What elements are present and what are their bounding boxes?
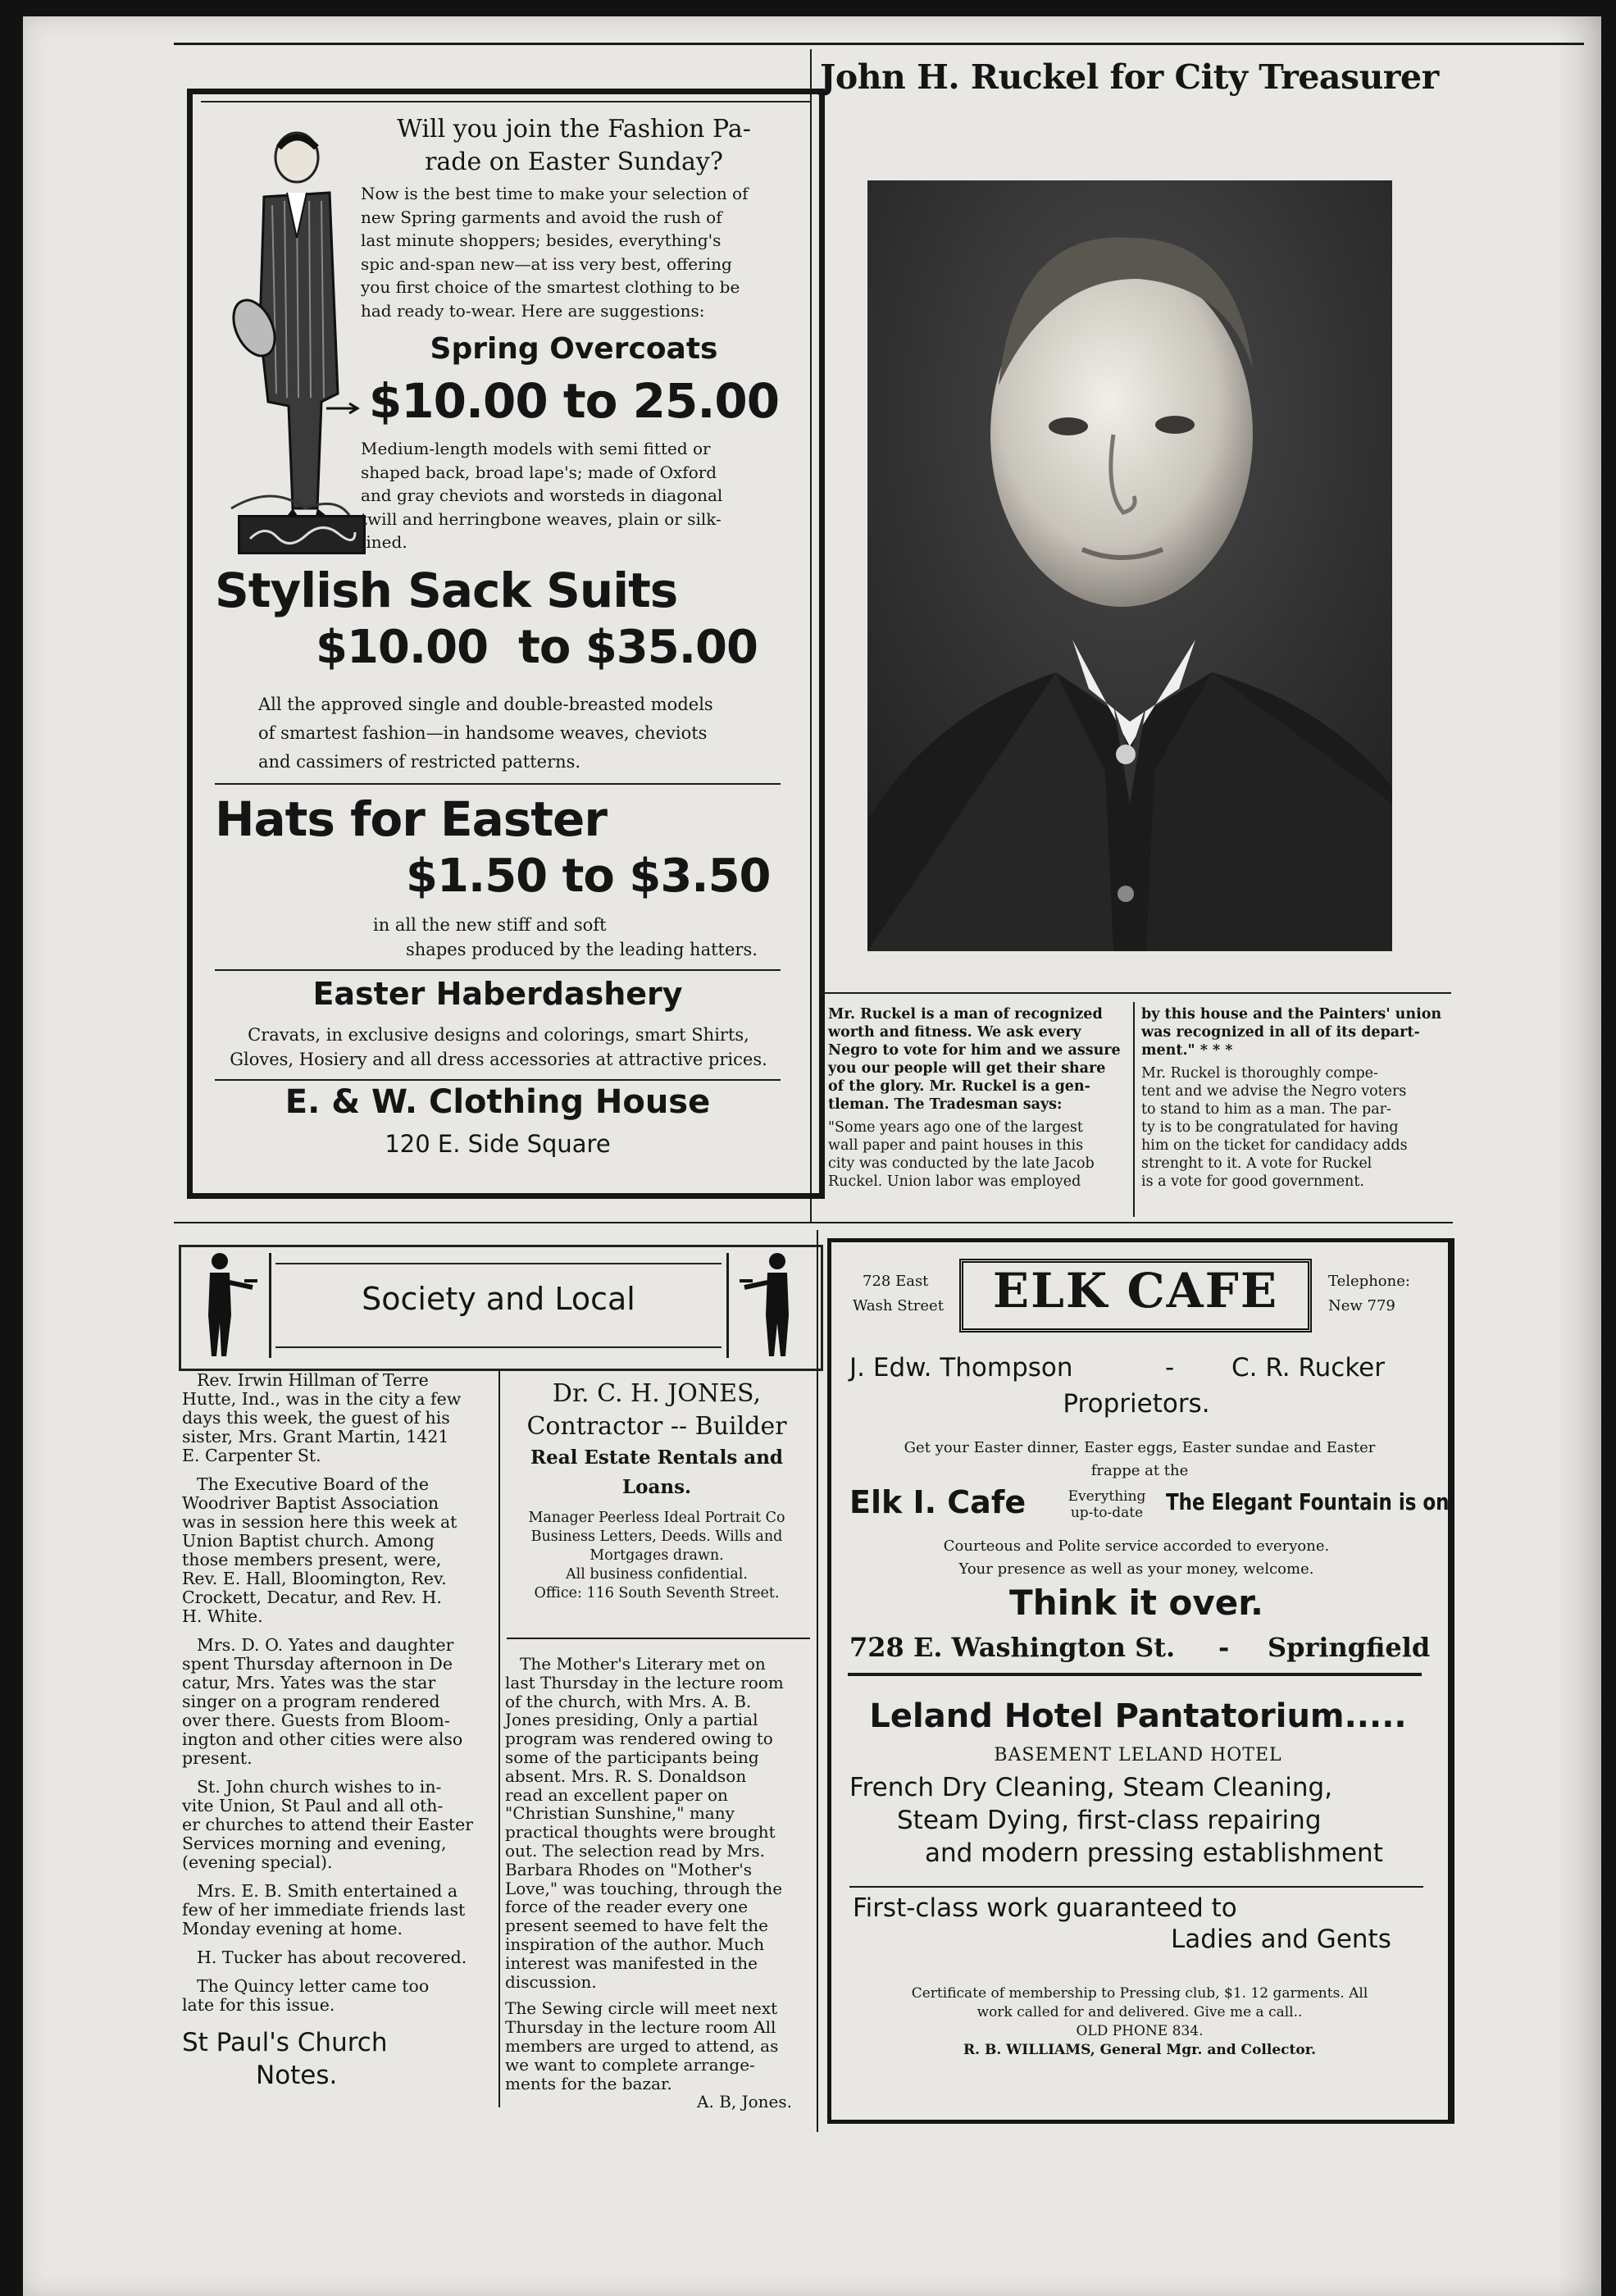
elk-proprietors-line [849, 1353, 1423, 1386]
ruckel-col2b-line: to stand to him as a man. The par- [1141, 1101, 1391, 1118]
ruckel-col2-line: was recognized in all of its depart- [1141, 1024, 1420, 1041]
suits-desc [258, 690, 783, 777]
literary-line: present seemed to have felt the [505, 1916, 768, 1936]
society-line: present. [182, 1748, 253, 1768]
society-item [182, 1882, 492, 1938]
literary-line: some of the participants being [505, 1747, 759, 1767]
leland-certificate [844, 1984, 1435, 2060]
elk-bottom-dash: - [1218, 1632, 1230, 1663]
society-line: (evening special). [182, 1852, 333, 1872]
literary-line: "Christian Sunshine," many [505, 1803, 735, 1824]
overcoats-desc [361, 437, 787, 554]
society-line: H. Tucker has about recovered. [197, 1947, 467, 1967]
society-line: spent Thursday afternoon in De [182, 1654, 453, 1674]
society-line: days this week, the guest of his [182, 1408, 450, 1428]
jones-ad [502, 1378, 812, 1603]
haberdashery-title: Easter Haberdashery [312, 976, 683, 1012]
jones-details [502, 1509, 812, 1603]
society-item [182, 1948, 492, 1967]
society-line: Woodriver Baptist Association [182, 1493, 439, 1513]
jones-subtitle-line: Loans. [621, 1476, 692, 1498]
fashion-headline-line1: Will you join the Fashion Pa- [397, 115, 751, 144]
waiter-figure-icon [193, 1250, 259, 1361]
ruckel-col2b-line: him on the ticket for candidacy adds [1141, 1137, 1408, 1154]
elk-divider [848, 1673, 1422, 1676]
society-column [182, 1371, 492, 2092]
elk-column-divider [817, 1230, 818, 2132]
elk-title: ELK CAFE [992, 1263, 1279, 1319]
literary-line: practical thoughts were brought [505, 1822, 776, 1843]
sewing-signature: A. B, Jones. [697, 2092, 792, 2112]
society-line: sister, Mrs. Grant Martin, 1421 [182, 1427, 449, 1446]
society-line: over there. Guests from Bloom- [182, 1711, 450, 1730]
intro-line: you first choice of the smartest clothing to be [361, 277, 740, 297]
literary-line: Barbara Rhodes on "Mother's [505, 1859, 753, 1879]
proprietor-thompson: J. Edw. Thompson [849, 1353, 1073, 1383]
society-line: Services morning and evening, [182, 1834, 447, 1853]
society-line: The Quincy letter came too [197, 1976, 430, 1996]
leland-guarantee-line: First-class work guaranteed to [853, 1893, 1237, 1923]
elk-easter-line: Get your Easter dinner, Easter eggs, Easter sundae and Easter [904, 1439, 1376, 1456]
hats-desc [373, 913, 791, 962]
overcoat-line: Medium-length models with semi fitted or [361, 439, 711, 458]
elk-courteous-line: Your presence as well as your money, welcome. [958, 1560, 1314, 1578]
jones-detail-line: Manager Peerless Ideal Portrait Co [528, 1510, 785, 1526]
elk-bottom-street: 728 E. Washington St. [849, 1632, 1176, 1663]
jones-divider [507, 1638, 810, 1639]
literary-line: interest was manifested in the [505, 1952, 758, 1973]
elk-think: Think it over. [1009, 1583, 1263, 1623]
fashion-divider-2 [215, 969, 781, 971]
intro-line: had ready to-wear. Here are suggestions: [361, 300, 705, 321]
society-line: Crockett, Decatur, and Rev. H. [182, 1588, 442, 1607]
ruckel-col2b-line: tent and we advise the Negro voters [1141, 1083, 1407, 1100]
leland-divider [849, 1886, 1423, 1888]
overcoat-line: shaped back, broad lape's; made of Oxford [361, 462, 717, 482]
elk-easter-line: frappe at the [1090, 1462, 1189, 1479]
ruckel-col2b-line: ty is to be congratulated for having [1141, 1119, 1399, 1136]
society-line: H. White. [182, 1606, 263, 1626]
suits-line: All the approved single and double-breasted models [258, 695, 713, 714]
hats-title: Hats for Easter [215, 791, 607, 847]
elk-address-left [853, 1269, 958, 1319]
fashion-intro [361, 182, 787, 322]
ruckel-col-2 [1141, 1005, 1451, 1191]
proprietor-rucker: C. R. Rucker [1231, 1353, 1385, 1383]
society-line: Mrs. D. O. Yates and daughter [197, 1635, 454, 1655]
ruckel-col2-line: ment." * * * [1141, 1042, 1233, 1059]
elk-phone-line: Telephone: [1328, 1273, 1410, 1290]
society-line: late for this issue. [182, 1995, 335, 2015]
ruckel-quote-line: wall paper and paint houses in this [828, 1137, 1084, 1154]
society-column-divider [498, 1369, 500, 2107]
society-line: Rev. E. Hall, Bloomington, Rev. [182, 1569, 447, 1588]
church-notes-line: Notes. [256, 2061, 338, 2090]
leland-cert-line: Certificate of membership to Pressing club, $1. 12 garments. All [911, 1985, 1368, 2002]
hats-line: shapes produced by the leading hatters. [406, 940, 758, 959]
society-line: Monday evening at home. [182, 1919, 403, 1938]
suits-price: $10.00 to $35.00 [316, 621, 758, 674]
ruckel-col-1 [828, 1005, 1130, 1191]
society-line: Union Baptist church. Among [182, 1531, 435, 1551]
leland-cert-line: work called for and delivered. Give me a call.. [976, 2004, 1303, 2020]
literary-line: Love," was touching, through the [505, 1878, 783, 1898]
leland-service-line: and modern pressing establishment [925, 1838, 1383, 1868]
ruckel-col1-line: you our people will get their share [828, 1060, 1106, 1077]
leland-cert-line: OLD PHONE 834. [1076, 2023, 1204, 2039]
society-title: Society and Local [362, 1281, 635, 1317]
suits-line: and cassimers of restricted patterns. [258, 752, 581, 772]
society-line: vite Union, St Paul and all oth- [182, 1796, 444, 1815]
suits-line: of smartest fashion—in handsome weaves, cheviots [258, 723, 708, 743]
literary-line: last Thursday in the lecture room [505, 1672, 784, 1692]
sewing-line: Thursday in the lecture room All [505, 2017, 776, 2038]
elk-address-line: Wash Street [853, 1297, 944, 1314]
hats-price: $1.50 to $3.50 [406, 850, 771, 903]
society-line: E. Carpenter St. [182, 1446, 321, 1465]
literary-line: read an excellent paper on [505, 1784, 728, 1805]
mid-page-rule [174, 1222, 1453, 1223]
elk-everything-line: Everything [1067, 1488, 1146, 1505]
literary-line: of the church, with Mrs. A. B. [505, 1691, 752, 1711]
intro-line: new Spring garments and avoid the rush of [361, 207, 722, 227]
haberdashery-desc [212, 1023, 785, 1072]
literary-line: force of the reader every one [505, 1897, 749, 1917]
top-rule [174, 43, 1584, 45]
literary-line: discussion. [505, 1971, 597, 1992]
jones-subtitle [502, 1443, 812, 1502]
elk-address-line: 728 East [863, 1273, 929, 1290]
jones-detail-line: Mortgages drawn. [589, 1547, 724, 1564]
elk-courteous [849, 1535, 1423, 1581]
leland-guarantee-line: Ladies and Gents [1171, 1925, 1391, 1954]
ruckel-col2b-line: is a vote for good government. [1141, 1173, 1364, 1190]
elk-proprietors: Proprietors. [1063, 1389, 1210, 1419]
society-line: er churches to attend their Easter [182, 1815, 474, 1834]
society-line: singer on a program rendered [182, 1692, 440, 1711]
elk-everything-line: up-to-date [1070, 1505, 1144, 1521]
suits-title: Stylish Sack Suits [215, 563, 678, 618]
society-inner-right [726, 1253, 729, 1358]
society-line: catur, Mrs. Yates was the star [182, 1673, 436, 1692]
portrait-bottom-rule [820, 992, 1451, 994]
leland-service-line: French Dry Cleaning, Steam Cleaning, [849, 1773, 1333, 1802]
overcoats-price: $10.00 to 25.00 [368, 373, 780, 429]
fashion-divider-3 [215, 1079, 781, 1081]
overcoats-title: Spring Overcoats [430, 332, 718, 366]
ruckel-col2-line: by this house and the Painters' union [1141, 1006, 1442, 1023]
literary-column [505, 1655, 808, 2112]
waiter-figure-icon [738, 1250, 803, 1361]
fashion-headline [361, 113, 787, 179]
sewing-line: we want to complete arrange- [505, 2054, 755, 2075]
society-item [182, 1475, 492, 1626]
leland-basement: BASEMENT LELAND HOTEL [994, 1745, 1282, 1765]
ruckel-col1-line: worth and fitness. We ask every [828, 1024, 1081, 1041]
jones-detail-line: Office: 116 South Seventh Street. [534, 1585, 780, 1601]
literary-line: Jones presiding, Only a partial [505, 1710, 758, 1730]
intro-line: last minute shoppers; besides, everything's [361, 230, 722, 250]
ruckel-col2b-line: Mr. Ruckel is thoroughly compe- [1141, 1065, 1378, 1082]
store-name: E. & W. Clothing House [285, 1083, 711, 1121]
elk-phone-line: New 779 [1328, 1297, 1395, 1314]
society-line: was in session here this week at [182, 1512, 457, 1532]
society-item [182, 1636, 492, 1768]
society-item [182, 1778, 492, 1872]
church-notes-line: St Paul's Church [182, 2028, 388, 2057]
leland-guarantee [853, 1893, 1443, 1955]
sewing-line: ments for the bazar. [505, 2073, 672, 2093]
intro-line: spic and-span new—at iss very best, offering [361, 253, 732, 274]
leland-services [849, 1771, 1440, 1870]
leland-service-line: Steam Dying, first-class repairing [897, 1806, 1322, 1835]
ruckel-col1-line: tleman. The Tradesman says: [828, 1096, 1063, 1113]
ruckel-column-divider [1133, 1002, 1135, 1217]
fashion-divider-1 [215, 783, 781, 785]
ruckel-col1-line: Mr. Ruckel is a man of recognized [828, 1006, 1103, 1023]
overcoat-line: and gray cheviots and worsteds in diagonal [361, 485, 723, 505]
page-shadow [1556, 16, 1601, 2296]
leland-cert-line: R. B. WILLIAMS, General Mgr. and Collector. [963, 2042, 1317, 2058]
society-item [182, 1977, 492, 2015]
ruckel-col1-line: of the glory. Mr. Ruckel is a gen- [828, 1078, 1090, 1095]
haberdashery-line: Cravats, in exclusive designs and colorings, smart Shirts, [248, 1025, 749, 1045]
fashion-headline-line2: rade on Easter Sunday? [425, 148, 723, 176]
brand-label-icon [238, 515, 366, 554]
leland-title: Leland Hotel Pantatorium..... [869, 1697, 1407, 1735]
proprietor-dash: - [1165, 1353, 1175, 1383]
ruckel-quote-line: "Some years ago one of the largest [828, 1119, 1083, 1136]
elk-everything [1058, 1488, 1156, 1521]
literary-line: inspiration of the author. Much [505, 1934, 765, 1954]
elk-fountain: The Elegant Fountain is on [1166, 1488, 1450, 1515]
society-line: St. John church wishes to in- [197, 1777, 442, 1797]
ruckel-headline: John H. Ruckel for City Treasurer [820, 57, 1439, 97]
jones-detail-line: Business Letters, Deeds. Wills and [530, 1528, 783, 1545]
haberdashery-line: Gloves, Hosiery and all dress accessories at attractive prices. [230, 1050, 767, 1069]
intro-line: Now is the best time to make your selection of [361, 184, 749, 203]
ruckel-quote-line: Ruckel. Union labor was employed [828, 1173, 1081, 1190]
overcoat-line: lined. [361, 532, 407, 552]
jones-detail-line: All business confidential. [566, 1566, 748, 1583]
society-line: Hutte, Ind., was in the city a few [182, 1389, 462, 1409]
society-line: few of her immediate friends last [182, 1900, 466, 1920]
ruckel-col1-line: Negro to vote for him and we assure [828, 1042, 1121, 1059]
literary-line: out. The selection read by Mrs. [505, 1840, 765, 1861]
elk-cafe-name: Elk I. Cafe [849, 1484, 1027, 1520]
man-in-overcoat-illustration-icon [215, 123, 354, 549]
jones-subtitle-line: Real Estate Rentals and [530, 1446, 784, 1469]
society-line: those members present, were, [182, 1550, 442, 1569]
overcoat-line: twill and herringbone weaves, plain or silk- [361, 508, 722, 529]
literary-line: program was rendered owing to [505, 1729, 773, 1749]
jones-role: Contractor -- Builder [526, 1412, 787, 1441]
sewing-line: The Sewing circle will meet next [505, 1998, 778, 2019]
church-notes-heading [182, 2026, 492, 2092]
elk-address-bottom [849, 1632, 1431, 1665]
elk-easter-text [844, 1437, 1435, 1483]
society-inner-left [269, 1253, 271, 1358]
literary-line: The Mother's Literary met on [520, 1654, 766, 1674]
elk-bottom-city: Springfield [1268, 1632, 1431, 1663]
society-line: Rev. Irwin Hillman of Terre [197, 1370, 429, 1390]
ruckel-quote-line: city was conducted by the late Jacob [828, 1155, 1095, 1172]
sewing-line: members are urged to attend, as [505, 2035, 779, 2056]
elk-phone [1328, 1269, 1435, 1319]
jones-name: Dr. C. H. JONES, [552, 1379, 762, 1408]
society-line: Mrs. E. B. Smith entertained a [197, 1881, 458, 1901]
elk-courteous-line: Courteous and Polite service accorded to everyone. [943, 1538, 1330, 1555]
hats-line: in all the new stiff and soft [373, 915, 607, 935]
society-item [182, 1371, 492, 1465]
society-line: The Executive Board of the [197, 1474, 429, 1494]
man-portrait-photo-icon [867, 180, 1392, 951]
literary-line: absent. Mrs. R. S. Donaldson [505, 1765, 747, 1786]
store-address: 120 E. Side Square [385, 1130, 611, 1158]
ruckel-col2b-line: strenght to it. A vote for Ruckel [1141, 1155, 1372, 1172]
society-line: ington and other cities were also [182, 1729, 463, 1749]
